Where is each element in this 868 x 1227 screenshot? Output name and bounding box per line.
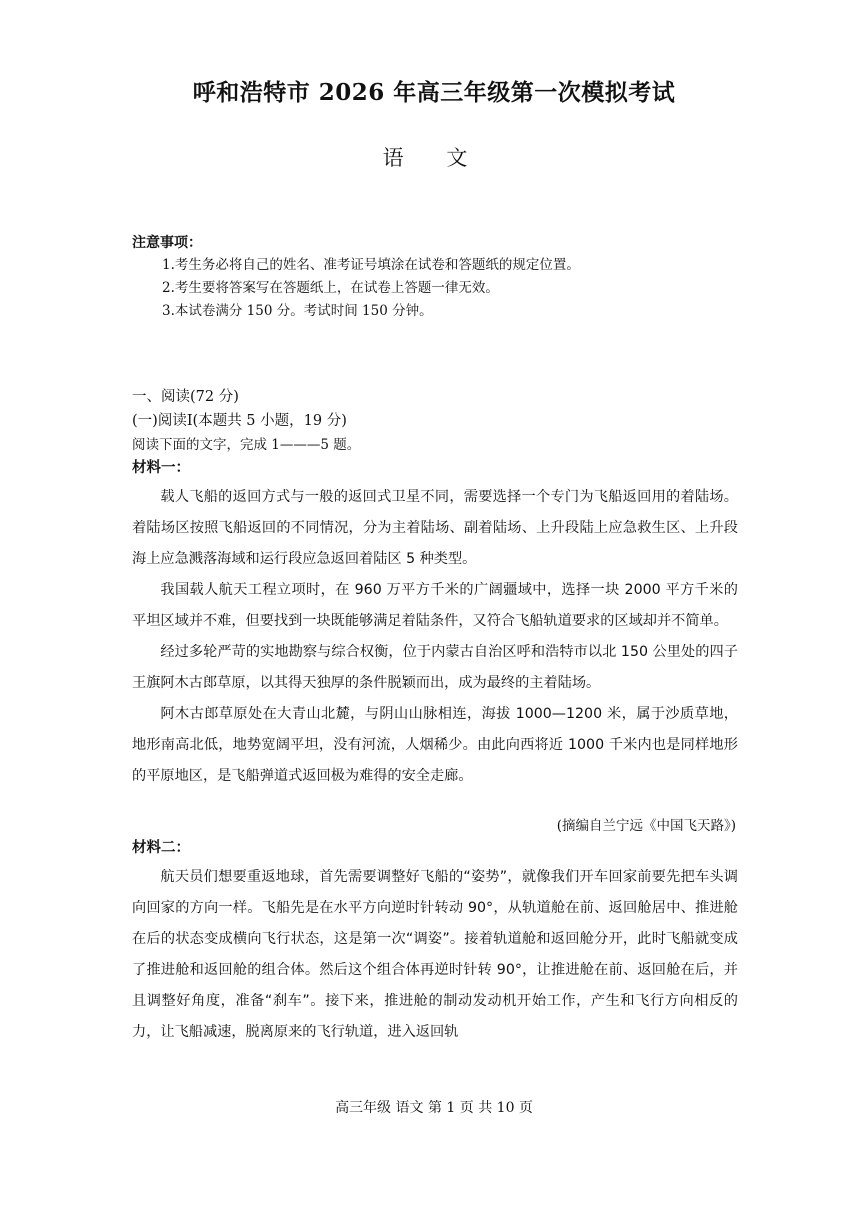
paragraph: 经过多轮严苛的实地勘察与综合权衡，位于内蒙古自治区呼和浩特市以北 150 公里处的四子王旗阿木古郎草原，以其得天独厚的条件脱颖而出，成为最终的主着陆场。 xyxy=(132,644,738,691)
page-footer: 高三年级 语文 第 1 页 共 10 页 xyxy=(335,1100,533,1116)
material-one-label: 材料一： xyxy=(132,459,190,476)
exam-title: 呼和浩特市 2026 年高三年级第一次模拟考试 xyxy=(192,79,676,106)
paragraph: 航天员们想要重返地球，首先需要调整好飞船的“姿势”，就像我们开车回家前要先把车头调向回家的方向一样。飞船先是在水平方向逆时针转动 90°，从轨道舱在前、返回舱居中、推进舱在后的状态变成横向飞行状态，这是第一次“调姿”。接着轨道舱和返回舱分开，此时飞船就变成了推进舱和返回舱的组合体。然后这个组合体再逆时针转 90°，让推进舱在前、返回舱在后，并且调整好角度，准备“刹车”。接下来，推进舱的制动发动机开始工作，产生和飞行方向相反的力，让飞船减速，脱离原来的飞行轨道，进入返回轨 xyxy=(132,869,738,1040)
notice-heading: 注意事项： xyxy=(132,235,202,251)
paragraph: 载人飞船的返回方式与一般的返回式卫星不同，需要选择一个专门为飞船返回用的着陆场。着陆场区按照飞船返回的不同情况，分为主着陆场、副着陆场、上升段陆上应急救生区、上升段海上应急溅落海域和运行段应急返回着陆区 5 种类型。 xyxy=(132,489,738,567)
subsection-heading: (一)阅读Ⅰ(本题共 5 小题，19 分) xyxy=(132,413,347,429)
notice-item: 3.本试卷满分 150 分。考试时间 150 分钟。 xyxy=(162,303,433,319)
material-one-body xyxy=(132,482,738,792)
subject-title: 语 文 xyxy=(382,146,486,170)
section-heading: 一、阅读(72 分) xyxy=(132,389,239,405)
reading-instruction: 阅读下面的文字，完成 1———5 题。 xyxy=(132,437,361,453)
notice-item: 1.考生务必将自己的姓名、准考证号填涂在试卷和答题纸的规定位置。 xyxy=(162,257,580,273)
notice-list xyxy=(162,254,580,323)
paragraph: 我国载人航天工程立项时，在 960 万平方千米的广阔疆域中，选择一块 2000 平方千米的平坦区域并不难，但要找到一块既能够满足着陆条件，又符合飞船轨道要求的区域却并不简单。 xyxy=(132,582,738,629)
material-two-label: 材料二： xyxy=(132,839,190,856)
material-two-body xyxy=(132,862,738,1048)
notice-item: 2.考生要将答案写在答题纸上，在试卷上答题一律无效。 xyxy=(162,280,499,296)
paragraph: 阿木古郎草原处在大青山北麓，与阴山山脉相连，海拔 1000—1200 米，属于沙质草地，地形南高北低，地势宽阔平坦，没有河流，人烟稀少。由此向西将近 1000 千米内也是同样地形的平原地区，是飞船弹道式返回极为难得的安全走廊。 xyxy=(132,706,738,784)
material-one-source: (摘编自兰宁远《中国飞天路》) xyxy=(556,818,736,834)
